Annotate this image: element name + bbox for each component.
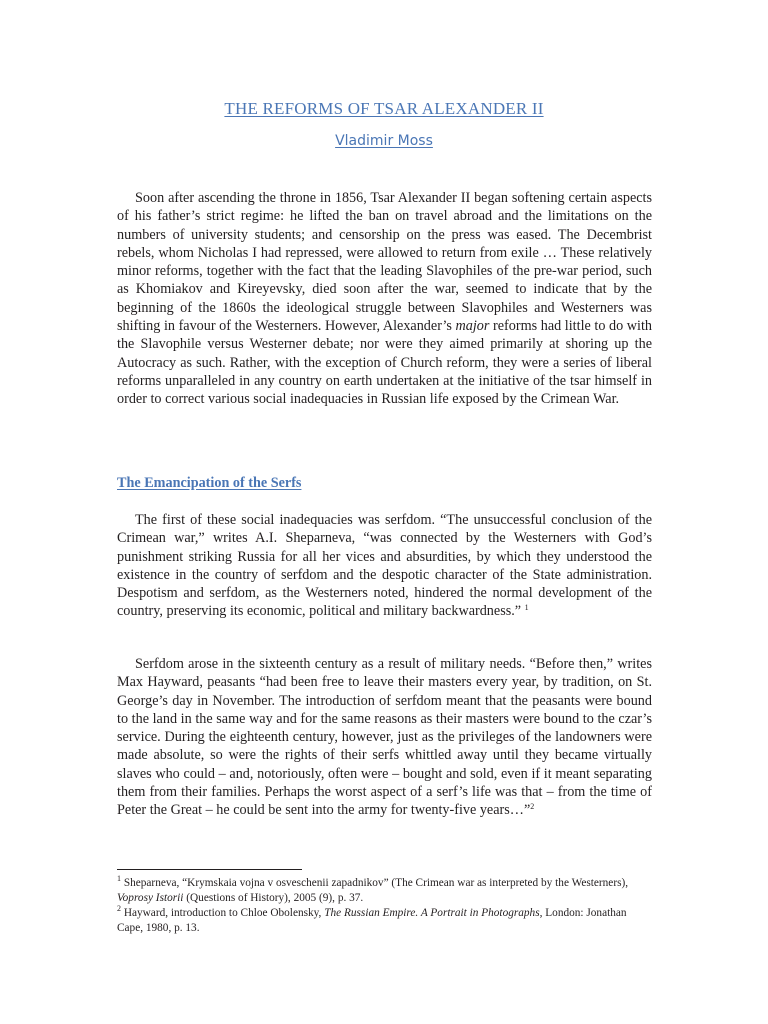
section-heading[interactable]: The Emancipation of the Serfs: [117, 475, 302, 491]
intro-paragraph: [117, 189, 652, 409]
footnote-divider: [117, 869, 302, 870]
footnote-italic: Voprosy Istorii: [117, 892, 184, 904]
footnote-ref-2[interactable]: 2: [530, 802, 535, 812]
footnote-text: London: Jonathan Cape, 1980, p. 13.: [117, 907, 627, 934]
footnote-italic: The Russian Empire. A Portrait in Photographs,: [324, 907, 543, 919]
footnote-text: Hayward, introduction to Chloe Obolensky,: [123, 907, 322, 919]
serfdom-paragraph-1: [117, 511, 652, 621]
intro-text-after: reforms had little to do with the Slavophile versus Westerner debate; nor were they aimed primarily at shoring up the Autocracy as such. Rather, with the exception of Church reform, they were a series of liberal reforms unparalleled in any country on earth undertaken at the initiative of the tsar himself in order to correct various social inadequacies in Russian life exposed by the Crimean War.: [117, 318, 653, 408]
intro-text-before: Soon after ascending the throne in 1856, Tsar Alexander II began softening certain aspects of his father’s strict regime: he lifted the ban on travel abroad and the limitations on the numbers of university students; and censorship on the press was eased. The Decembrist rebels, whom Nicholas I had repressed, were allowed to return from exile … These relatively minor reforms, together with the fact that the leading Slavophiles of the pre-war period, such as Khomiakov and Kireyevsky, died soon after the war, seemed to indicate that by the beginning of the 1860s the ideological struggle between Slavophiles and Westerners was shifting in favour of the Westerners. However, Alexander’s: [117, 190, 652, 335]
intro-emphasis: major: [455, 318, 490, 335]
footnote-text: (Questions of History), 2005 (9), p. 37.: [186, 892, 364, 904]
footnote-2: [117, 906, 652, 936]
footnote-text: Sheparneva, “Krymskaia vojna v osveschenii zapadnikov” (The Crimean war as interpreted by the Westerners),: [123, 877, 629, 889]
paragraph-2-text: Serfdom arose in the sixteenth century as a result of military needs. “Before then,” writes Max Hayward, peasants “had been free to leave their masters every year, by tradition, on St. George’s day in November. The introduction of serfdom meant that the peasants were bound to the land in the same way and for the same reasons as their masters were bound to the czar’s service. During the eighteenth century, however, just as the privileges of the landowners were made absolute, so were the rights of their serfs whittled away until they became virtually slaves who could – and, notoriously, often were – bought and sold, even if it meant separating them from their families. Perhaps the worst aspect of a serf’s life was that – from the time of Peter the Great – he could be sent into the army for twenty-five years…”: [117, 656, 652, 819]
serfdom-paragraph-2: [117, 655, 652, 820]
footnote-marker: 2: [117, 904, 121, 913]
footnote-marker: 1: [117, 874, 121, 883]
footnote-1: [117, 876, 652, 906]
document-title: THE REFORMS OF TSAR ALEXANDER II: [224, 99, 544, 118]
paragraph-1-text: The first of these social inadequacies was serfdom. “The unsuccessful conclusion of the Crimean war,” writes A.I. Sheparneva, “was connected by the Westerners with God’s punishment striking Russia for all her vices and absurdities, by which they understood the existence in the country of serfdom and the despotic character of the State administration. Despotism and serfdom, as the Westerners noted, hindered the normal development of the country, preserving its economic, political and military backwardness.”: [117, 512, 652, 620]
author-name: Vladimir Moss: [335, 133, 433, 149]
footnote-ref-1[interactable]: 1: [524, 603, 529, 613]
